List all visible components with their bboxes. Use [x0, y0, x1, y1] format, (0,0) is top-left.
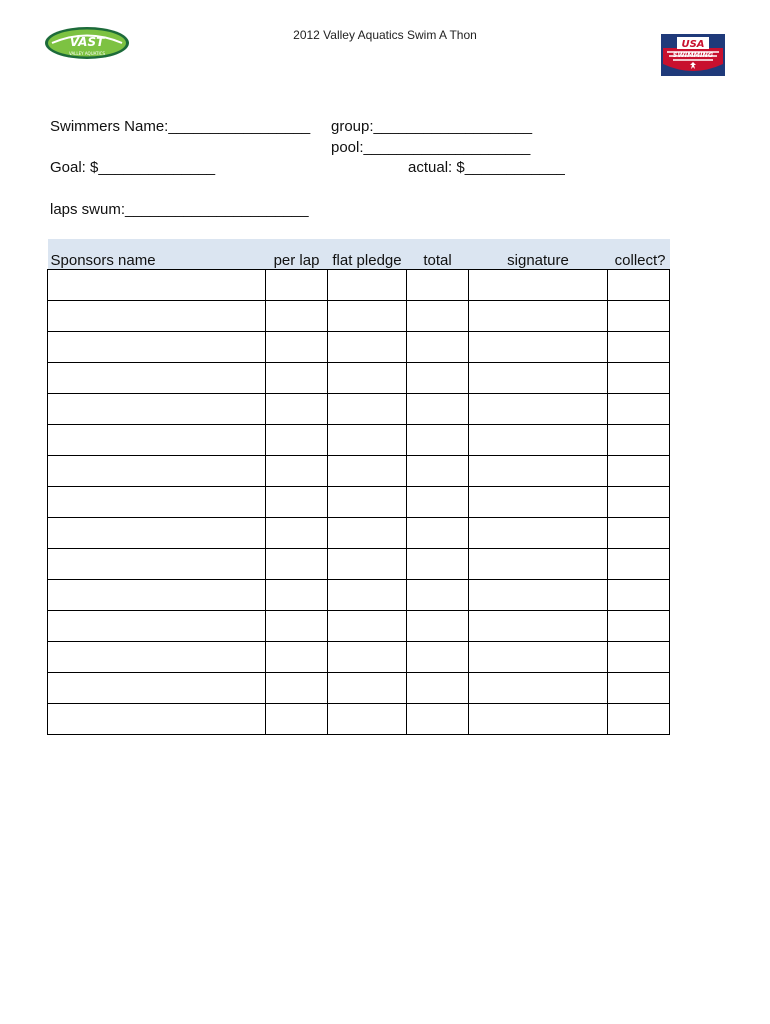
- header-total: total: [407, 239, 469, 270]
- table-row: [48, 394, 670, 425]
- signature-cell[interactable]: [469, 611, 608, 642]
- swimmers-name-field[interactable]: Swimmers Name:_________________: [50, 118, 311, 135]
- table-header-row: [48, 239, 670, 270]
- total-cell[interactable]: [407, 425, 469, 456]
- pool-field[interactable]: pool:____________________: [331, 139, 531, 156]
- table-row: [48, 549, 670, 580]
- table-row: [48, 518, 670, 549]
- actual-field[interactable]: actual: $____________: [408, 159, 565, 176]
- valley-aquatics-logo-text: VAST: [69, 35, 105, 49]
- flat-pledge-cell[interactable]: [328, 518, 407, 549]
- total-cell[interactable]: [407, 673, 469, 704]
- signature-cell[interactable]: [469, 301, 608, 332]
- total-cell[interactable]: [407, 487, 469, 518]
- collect-cell[interactable]: [608, 580, 670, 611]
- per-lap-cell[interactable]: [266, 425, 328, 456]
- collect-cell[interactable]: [608, 301, 670, 332]
- sponsor-name-cell[interactable]: [48, 580, 266, 611]
- per-lap-cell[interactable]: [266, 332, 328, 363]
- signature-cell[interactable]: [469, 456, 608, 487]
- per-lap-cell[interactable]: [266, 456, 328, 487]
- sponsor-name-cell[interactable]: [48, 704, 266, 735]
- table-row: [48, 704, 670, 735]
- total-cell[interactable]: [407, 580, 469, 611]
- page-title: 2012 Valley Aquatics Swim A Thon: [293, 28, 477, 42]
- table-row: [48, 611, 670, 642]
- collect-cell[interactable]: [608, 704, 670, 735]
- header-collect: collect?: [608, 239, 670, 270]
- sponsor-name-cell[interactable]: [48, 301, 266, 332]
- flat-pledge-cell[interactable]: [328, 456, 407, 487]
- per-lap-cell[interactable]: [266, 611, 328, 642]
- header-per-lap: per lap: [266, 239, 328, 270]
- table-row: [48, 301, 670, 332]
- flat-pledge-cell[interactable]: [328, 487, 407, 518]
- flat-pledge-cell[interactable]: [328, 611, 407, 642]
- sponsor-name-cell[interactable]: [48, 456, 266, 487]
- total-cell[interactable]: [407, 363, 469, 394]
- collect-cell[interactable]: [608, 363, 670, 394]
- collect-cell[interactable]: [608, 549, 670, 580]
- collect-cell[interactable]: [608, 332, 670, 363]
- table-row: [48, 487, 670, 518]
- signature-cell[interactable]: [469, 394, 608, 425]
- per-lap-cell[interactable]: [266, 580, 328, 611]
- signature-cell[interactable]: [469, 487, 608, 518]
- per-lap-cell[interactable]: [266, 487, 328, 518]
- per-lap-cell[interactable]: [266, 518, 328, 549]
- sponsor-name-cell[interactable]: [48, 611, 266, 642]
- flat-pledge-cell[interactable]: [328, 673, 407, 704]
- per-lap-cell[interactable]: [266, 394, 328, 425]
- total-cell[interactable]: [407, 549, 469, 580]
- flat-pledge-cell[interactable]: [328, 580, 407, 611]
- usa-swimming-logo: [661, 34, 725, 76]
- flat-pledge-cell[interactable]: [328, 425, 407, 456]
- flat-pledge-cell[interactable]: [328, 301, 407, 332]
- header-sponsors-name: Sponsors name: [48, 239, 266, 270]
- signature-cell[interactable]: [469, 642, 608, 673]
- collect-cell[interactable]: [608, 642, 670, 673]
- header-signature: signature: [469, 239, 608, 270]
- signature-cell[interactable]: [469, 580, 608, 611]
- total-cell[interactable]: [407, 332, 469, 363]
- per-lap-cell[interactable]: [266, 642, 328, 673]
- header-flat-pledge: flat pledge: [328, 239, 407, 270]
- sponsor-name-cell[interactable]: [48, 332, 266, 363]
- table-row: [48, 673, 670, 704]
- group-field[interactable]: group:___________________: [331, 118, 533, 135]
- sponsor-name-cell[interactable]: [48, 270, 266, 301]
- total-cell[interactable]: [407, 456, 469, 487]
- total-cell[interactable]: [407, 301, 469, 332]
- signature-cell[interactable]: [469, 425, 608, 456]
- flat-pledge-cell[interactable]: [328, 332, 407, 363]
- table-row: [48, 642, 670, 673]
- table-row: [48, 332, 670, 363]
- per-lap-cell[interactable]: [266, 301, 328, 332]
- collect-cell[interactable]: [608, 487, 670, 518]
- per-lap-cell[interactable]: [266, 673, 328, 704]
- signature-cell[interactable]: [469, 704, 608, 735]
- sponsor-table-body: [48, 270, 670, 735]
- sponsor-table: [47, 239, 670, 735]
- valley-aquatics-logo: [44, 26, 130, 60]
- per-lap-cell[interactable]: [266, 704, 328, 735]
- collect-cell[interactable]: [608, 394, 670, 425]
- collect-cell[interactable]: [608, 518, 670, 549]
- usa-swimming-logo-swimming: SWIMMING: [672, 51, 714, 59]
- laps-swum-field[interactable]: laps swum:______________________: [50, 201, 309, 218]
- per-lap-cell[interactable]: [266, 363, 328, 394]
- collect-cell[interactable]: [608, 456, 670, 487]
- goal-field[interactable]: Goal: $______________: [50, 159, 216, 176]
- table-row: [48, 580, 670, 611]
- table-row: [48, 425, 670, 456]
- table-row: [48, 456, 670, 487]
- per-lap-cell[interactable]: [266, 549, 328, 580]
- signature-cell[interactable]: [469, 363, 608, 394]
- collect-cell[interactable]: [608, 425, 670, 456]
- collect-cell[interactable]: [608, 611, 670, 642]
- total-cell[interactable]: [407, 642, 469, 673]
- total-cell[interactable]: [407, 270, 469, 301]
- signature-cell[interactable]: [469, 332, 608, 363]
- collect-cell[interactable]: [608, 270, 670, 301]
- collect-cell[interactable]: [608, 673, 670, 704]
- signature-cell[interactable]: [469, 673, 608, 704]
- sponsor-name-cell[interactable]: [48, 642, 266, 673]
- sponsor-name-cell[interactable]: [48, 549, 266, 580]
- signature-cell[interactable]: [469, 270, 608, 301]
- sponsor-name-cell[interactable]: [48, 487, 266, 518]
- total-cell[interactable]: [407, 611, 469, 642]
- sponsor-name-cell[interactable]: [48, 363, 266, 394]
- total-cell[interactable]: [407, 704, 469, 735]
- total-cell[interactable]: [407, 518, 469, 549]
- per-lap-cell[interactable]: [266, 270, 328, 301]
- signature-cell[interactable]: [469, 518, 608, 549]
- sponsor-name-cell[interactable]: [48, 518, 266, 549]
- sponsor-name-cell[interactable]: [48, 394, 266, 425]
- signature-cell[interactable]: [469, 549, 608, 580]
- total-cell[interactable]: [407, 394, 469, 425]
- usa-swimming-logo-usa: USA: [681, 39, 705, 50]
- sponsor-name-cell[interactable]: [48, 673, 266, 704]
- flat-pledge-cell[interactable]: [328, 363, 407, 394]
- flat-pledge-cell[interactable]: [328, 642, 407, 673]
- flat-pledge-cell[interactable]: [328, 549, 407, 580]
- table-row: [48, 270, 670, 301]
- sponsor-name-cell[interactable]: [48, 425, 266, 456]
- flat-pledge-cell[interactable]: [328, 394, 407, 425]
- valley-aquatics-logo-subtext: VALLEY AQUATICS: [68, 51, 106, 56]
- flat-pledge-cell[interactable]: [328, 270, 407, 301]
- flat-pledge-cell[interactable]: [328, 704, 407, 735]
- table-row: [48, 363, 670, 394]
